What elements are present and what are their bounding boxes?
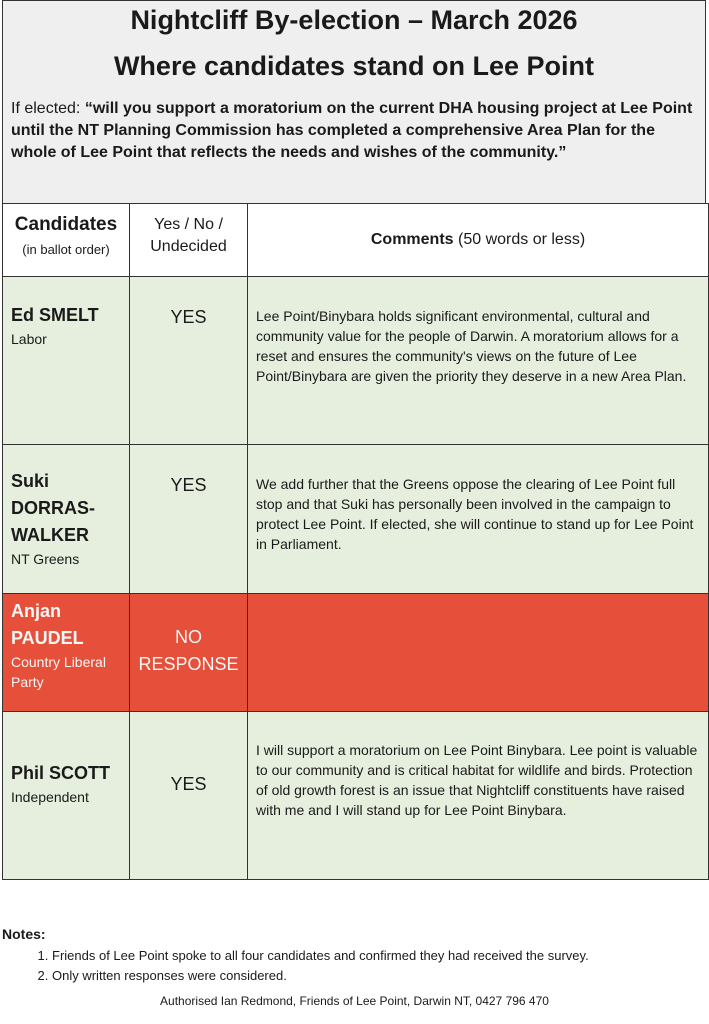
candidate-name-line: Suki: [11, 471, 50, 491]
authorisation-line: Authorised Ian Redmond, Friends of Lee Point, Darwin NT, 0427 796 470: [160, 994, 549, 1008]
list-item: 1. Friends of Lee Point spoke to all four candidates and confirmed they had received the survey.: [52, 946, 589, 966]
page-title: Nightcliff By-election – March 2026: [130, 5, 578, 35]
comment-cell: [248, 712, 709, 880]
candidate-party: Independent: [11, 789, 89, 805]
candidate-name: Ed SMELT: [11, 305, 99, 325]
candidate-comment: We add further that the Greens oppose the clearing of Lee Point full stop and that Suki has personally been involved in the campaign to protect Lee Point. If elected, she will continue to stand up for Lee Point in Parliament.: [256, 476, 694, 552]
header-answer-line2: Undecided: [150, 238, 227, 255]
table-header-row: [3, 204, 709, 277]
candidate-party: Labor: [11, 331, 47, 347]
comment-cell: [248, 594, 709, 712]
candidate-name: Phil SCOTT: [11, 763, 110, 783]
candidate-name-line: PAUDEL: [11, 628, 84, 648]
table-row: [3, 594, 709, 712]
answer-cell: [130, 594, 248, 712]
question-prefix: If elected:: [11, 100, 85, 117]
candidate-cell: [3, 712, 130, 880]
header-comments-label: Comments: [370, 231, 454, 248]
candidate-answer-line: RESPONSE: [138, 654, 239, 674]
header-answer-line1: Yes / No /: [154, 216, 223, 233]
answer-cell: [130, 445, 248, 594]
table-row: [3, 712, 709, 880]
header-candidates-label: Candidates: [14, 214, 118, 235]
candidate-cell: [3, 594, 130, 712]
candidate-answer: YES: [170, 475, 207, 495]
header-comments: [248, 204, 709, 277]
candidate-party: NT Greens: [11, 551, 80, 567]
comment-cell: [248, 445, 709, 594]
candidate-cell: [3, 445, 130, 594]
candidate-party: Country Liberal Party: [11, 654, 106, 690]
candidate-name-line: Anjan: [11, 601, 62, 621]
table-row: [3, 445, 709, 594]
survey-question: [11, 98, 701, 164]
candidate-cell: [3, 277, 130, 445]
notes-list: [2, 946, 589, 986]
header-answer: [130, 204, 248, 277]
candidate-name-line: WALKER: [11, 525, 89, 545]
header-panel: [2, 0, 706, 203]
comment-cell: [248, 277, 709, 445]
candidate-answer: YES: [170, 307, 207, 327]
candidate-comment: Lee Point/Binybara holds significant environmental, cultural and community value for the people of Darwin. A moratorium allows for a reset and ensures the community's views on the future of Lee Point/Binybara are given the priority they deserve in a new Area Plan.: [256, 308, 687, 384]
candidate-name-line: DORRAS-: [11, 498, 95, 518]
table-row: [3, 277, 709, 445]
answer-cell: [130, 712, 248, 880]
candidate-comment: I will support a moratorium on Lee Point Binybara. Lee point is valuable to our community and is critical habitat for wildlife and birds. Protection of old growth forest is an issue that Nightcliff constituents have raised with me and I will stand up for Lee Point Binybara.: [256, 742, 698, 818]
header-candidates: [3, 204, 130, 277]
header-candidates-sub: (in ballot order): [22, 242, 110, 257]
notes-section: [2, 926, 589, 986]
notes-title: Notes:: [2, 926, 46, 942]
list-item: 2. Only written responses were considered.: [52, 966, 589, 986]
header-comments-sub: (50 words or less): [453, 231, 586, 248]
page-subtitle: Where candidates stand on Lee Point: [113, 51, 595, 81]
candidates-table: [2, 203, 709, 880]
candidate-answer: YES: [170, 774, 207, 794]
candidate-answer-line: NO: [175, 627, 202, 647]
question-text: “will you support a moratorium on the current DHA housing project at Lee Point until the NT Planning Commission has completed a comprehensive Area Plan for the whole of Lee Point that reflects the needs and wishes of the community.”: [11, 100, 693, 161]
answer-cell: [130, 277, 248, 445]
